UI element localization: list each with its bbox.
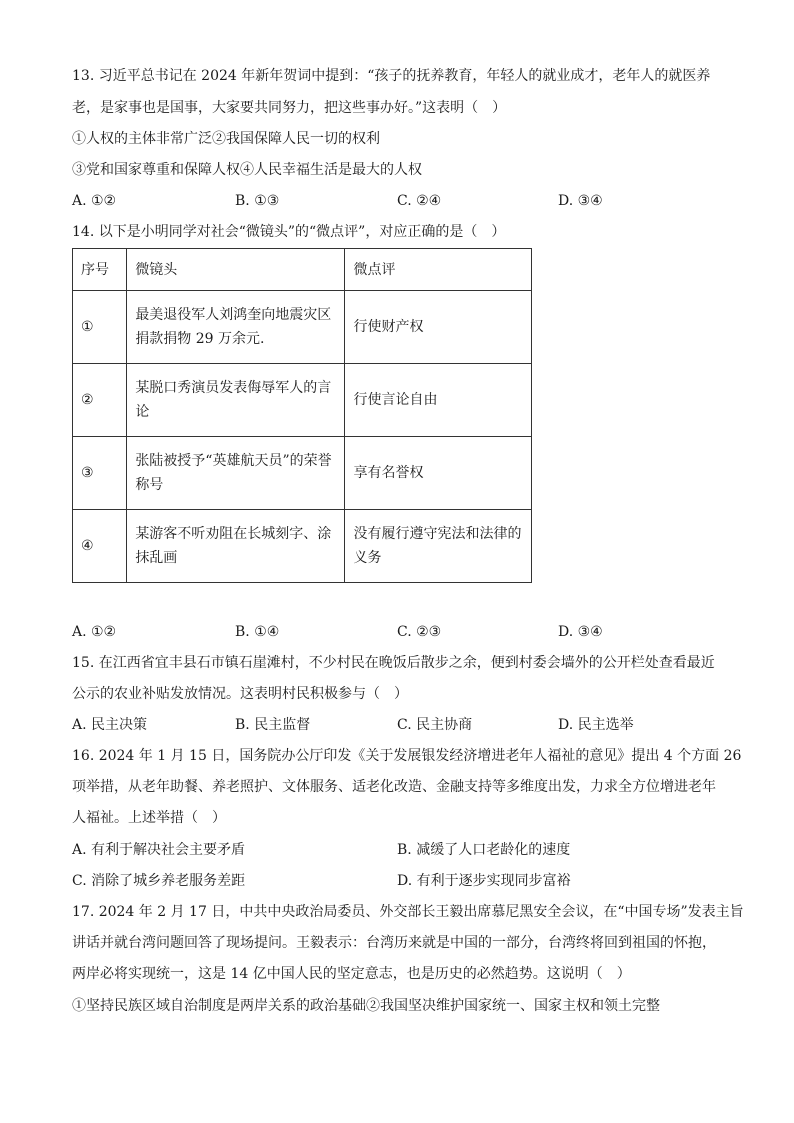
q17-statements-line1: ①坚持民族区域自治制度是两岸关系的政治基础②我国坚决维护国家统一、国家主权和领土完整 xyxy=(72,998,660,1014)
q16-stem-line3: 人福祉。上述举措（ ） xyxy=(72,810,226,826)
table-cell-scene: 某脱口秀演员发表侮辱军人的言论 xyxy=(135,380,332,420)
q16-stem-line1: 16. 2024 年 1 月 15 日，国务院办公厅印发《关于发展银发经济增进老年人福祉的意见》提出 4 个方面 26 xyxy=(72,748,742,764)
q13-statements-line1: ①人权的主体非常广泛②我国保障人民一切的权利 xyxy=(72,131,380,147)
table-cell-scene: 某游客不听劝阻在长城刻字、涂抹乱画 xyxy=(135,526,332,566)
q13-option-b[interactable]: B. ①③ xyxy=(235,193,280,209)
table-row xyxy=(73,291,532,364)
table-cell-comment: 享有名誉权 xyxy=(353,465,424,481)
q14-option-a[interactable]: A. ①② xyxy=(72,624,117,640)
q17-stem-line1: 17. 2024 年 2 月 17 日，中共中央政治局委员、外交部长王毅出席慕尼黑安全会议，在“中国专场”发表主旨 xyxy=(72,904,744,920)
q14-option-b[interactable]: B. ①④ xyxy=(235,624,280,640)
q15-stem-line2: 公示的农业补贴发放情况。这表明村民积极参与（ ） xyxy=(72,686,408,702)
q15-option-b[interactable]: B. 民主监督 xyxy=(235,717,311,733)
table-cell-comment: 行使财产权 xyxy=(353,319,424,335)
q16-stem-line2: 项举措，从老年助餐、养老照护、文体服务、适老化改造、金融支持等多维度出发，力求全方位增进老年 xyxy=(72,779,716,795)
q14-option-d[interactable]: D. ③④ xyxy=(558,624,603,640)
table-cell-comment: 没有履行遵守宪法和法律的义务 xyxy=(353,526,522,566)
q14-table xyxy=(72,248,532,583)
q16-option-d[interactable]: D. 有利于逐步实现同步富裕 xyxy=(397,873,571,889)
q13-option-c[interactable]: C. ②④ xyxy=(397,193,442,209)
q14-stem: 14. 以下是小明同学对社会“微镜头”的“微点评”，对应正确的是（ ） xyxy=(72,224,506,240)
table-cell-scene: 最美退役军人刘鸿奎向地震灾区捐款捐物 29 万余元. xyxy=(135,307,332,347)
q13-option-a[interactable]: A. ①② xyxy=(72,193,117,209)
table-header-cell: 微镜头 xyxy=(127,249,345,291)
table-row xyxy=(73,364,532,437)
q15-option-c[interactable]: C. 民主协商 xyxy=(397,717,473,733)
q17-stem-line3: 两岸必将实现统一，这是 14 亿中国人民的坚定意志，也是历史的必然趋势。这说明（ ） xyxy=(72,966,631,982)
q15-stem-line1: 15. 在江西省宜丰县石市镇石崖滩村，不少村民在晚饭后散步之余，便到村委会墙外的公开栏处查看最近 xyxy=(72,655,715,671)
table-row xyxy=(73,510,532,583)
q17-stem-line2: 讲话并就台湾问题回答了现场提问。王毅表示：台湾历来就是中国的一部分，台湾终将回到祖国的怀抱， xyxy=(72,935,716,951)
q16-option-a[interactable]: A. 有利于解决社会主要矛盾 xyxy=(72,842,246,858)
table-row xyxy=(73,437,532,510)
q16-option-c[interactable]: C. 消除了城乡养老服务差距 xyxy=(72,873,246,889)
table-header-cell: 序号 xyxy=(73,249,127,291)
table-cell-scene: 张陆被授予“英雄航天员”的荣誉称号 xyxy=(135,453,332,493)
q15-option-a[interactable]: A. 民主决策 xyxy=(72,717,148,733)
table-header-row xyxy=(73,249,532,291)
table-cell-num: ② xyxy=(73,364,127,437)
q13-stem-line2: 老，是家事也是国事，大家要共同努力，把这些事办好。”这表明（ ） xyxy=(72,100,507,116)
q13-option-d[interactable]: D. ③④ xyxy=(558,193,603,209)
table-header-cell: 微点评 xyxy=(345,249,532,291)
q13-statements-line2: ③党和国家尊重和保障人权④人民幸福生活是最大的人权 xyxy=(72,162,422,178)
q13-stem-line1: 13. 习近平总书记在 2024 年新年贺词中提到：“孩子的抚养教育，年轻人的就业成才，老年人的就医养 xyxy=(72,68,711,84)
q15-option-d[interactable]: D. 民主选举 xyxy=(558,717,634,733)
q16-option-b[interactable]: B. 减缓了人口老龄化的速度 xyxy=(397,842,571,858)
table-cell-num: ④ xyxy=(73,510,127,583)
table-cell-num: ③ xyxy=(73,437,127,510)
table-cell-comment: 行使言论自由 xyxy=(353,392,438,408)
table-cell-num: ① xyxy=(73,291,127,364)
q14-option-c[interactable]: C. ②③ xyxy=(397,624,442,640)
